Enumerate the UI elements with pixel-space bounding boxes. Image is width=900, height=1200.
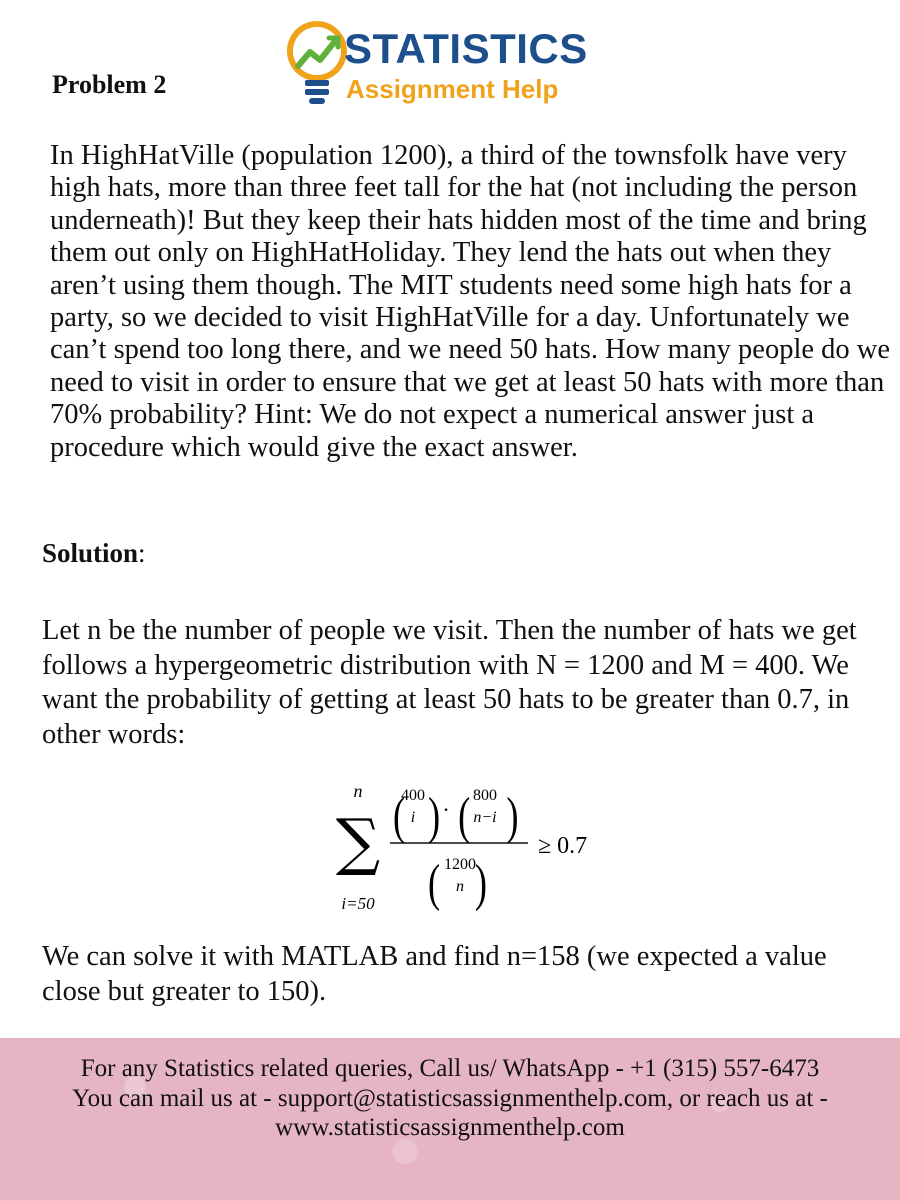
- binom2-bottom: n−i: [473, 809, 497, 826]
- lightbulb-chart-icon: [282, 18, 352, 110]
- logo: [282, 18, 588, 110]
- binom3-bottom: n: [456, 878, 464, 895]
- solution-text: Let n be the number of people we visit. Then the number of hats we get follows a hypergeometric distribution with N = 1200 and M = 400. We want the probability of getting at least 50 hats to be greater than 0.7, in other words:: [42, 615, 857, 750]
- inequality: ≥ 0.7: [538, 833, 588, 859]
- binom2-paren-right: ): [506, 786, 519, 845]
- hypergeometric-formula: [330, 775, 610, 915]
- sum-sign: ∑: [335, 805, 381, 878]
- binom1-top: 400: [401, 787, 425, 804]
- footer-contact-line: You can mail us at - support@statisticsassignmenthelp.com, or reach us at - www.statisticsassignmenthelp.com: [72, 1084, 828, 1141]
- binom3-paren-left: (: [428, 853, 441, 912]
- binom3-top: 1200: [444, 856, 476, 873]
- solution-colon: :: [138, 538, 146, 568]
- problem-text: In HighHatVille (population 1200), a third of the townsfolk have very high hats, more than three feet tall for the hat (not including the person underneath)! But they keep their hats hidden most of the time and bring them out only on HighHatHoliday. They lend the hats out when they aren’t using them though. The MIT students need some high hats for a party, so we decided to visit HighHatVille for a day. Unfortunately we can’t spend too long there, and we need 50 hats. How many people do we need to visit in order to ensure that we get at least 50 hats with more than 70% probability? Hint: We do not expect a numerical answer just a procedure which would give the exact answer.: [50, 140, 890, 463]
- sum-upper: n: [353, 781, 363, 801]
- logo-subtitle: Assignment Help: [346, 74, 559, 104]
- binom1-bottom: i: [410, 809, 416, 826]
- solution-title: Solution: [42, 538, 139, 568]
- contact-footer: [0, 1038, 900, 1200]
- sum-lower: i=50: [341, 894, 375, 913]
- binom3-paren-right: ): [474, 853, 488, 912]
- binom1-paren-right: ): [428, 786, 441, 845]
- logo-title: STATISTICS: [344, 25, 588, 72]
- multiply-dot: ·: [442, 797, 450, 822]
- conclusion-text: We can solve it with MATLAB and find n=158 (we expected a value close but greater to 150).: [42, 941, 827, 1007]
- footer-phone-line: For any Statistics related queries, Call us/ WhatsApp - +1 (315) 557-6473: [80, 1055, 820, 1082]
- binom2-paren-left: (: [458, 786, 471, 845]
- problem-title: Problem 2: [52, 70, 167, 99]
- binom2-top: 800: [473, 787, 497, 804]
- binom1-paren-left: (: [393, 786, 406, 845]
- solution-heading: [42, 538, 146, 569]
